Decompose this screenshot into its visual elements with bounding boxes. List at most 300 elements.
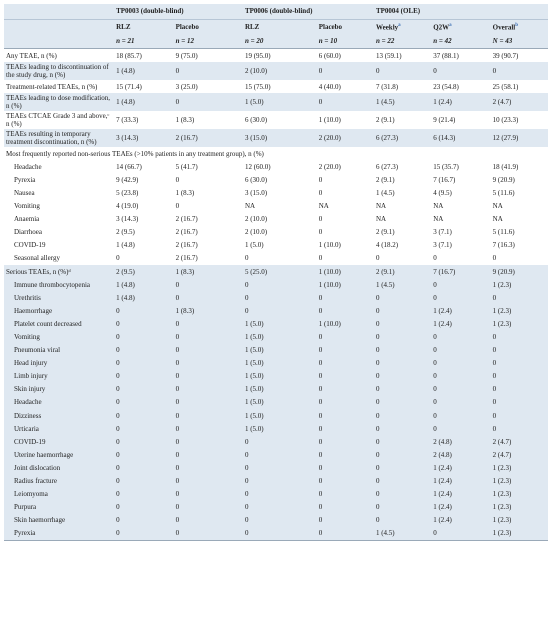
table-row	[4, 265, 548, 278]
cell-value: 0	[433, 254, 437, 263]
cell-value: 0	[374, 514, 431, 527]
row-label: Pyrexia	[14, 175, 36, 184]
cell-value: 19 (95.0)	[244, 51, 271, 60]
cell-value: 0	[114, 448, 173, 461]
cell-value: 0	[243, 461, 317, 474]
sample-size-3: n = 10	[317, 34, 374, 49]
cell-value: 0	[174, 409, 243, 422]
cell-value: 0	[491, 383, 548, 396]
row-label: Pyrexia	[4, 527, 114, 541]
cell-value: 0	[374, 357, 431, 370]
table-row	[4, 213, 548, 226]
cell-value: 0	[317, 357, 374, 370]
cell-value: 0	[174, 527, 243, 541]
cell-value: 0	[317, 93, 374, 111]
table-body	[4, 49, 548, 541]
cell-value: 0	[431, 344, 490, 357]
table-row	[4, 147, 548, 160]
table-row	[4, 422, 548, 435]
column-header-label: Overall	[492, 23, 516, 32]
row-label: Urethritis	[4, 291, 114, 304]
cell-value: 0	[243, 448, 317, 461]
table-row	[4, 173, 548, 186]
cell-value: 2 (16.7)	[175, 241, 198, 250]
header-corner-3	[4, 34, 114, 49]
cell-value: 18 (41.9)	[492, 162, 519, 171]
cell-value: 0	[431, 396, 490, 409]
cell-value: 0	[374, 344, 431, 357]
cell-value: 2 (16.7)	[175, 228, 198, 237]
cell-value: 0	[116, 254, 120, 263]
cell-value: 0	[317, 291, 374, 304]
cell-value: 5 (41.7)	[175, 162, 198, 171]
group-header-tp0004: TP0004 (OLE)	[374, 4, 548, 20]
cell-value: 0	[243, 304, 317, 317]
cell-value: 23 (54.8)	[433, 82, 459, 91]
cell-value: 3 (25.0)	[175, 82, 198, 91]
cell-value: 0	[491, 331, 548, 344]
table-row	[4, 475, 548, 488]
cell-value: 13 (59.1)	[375, 51, 402, 60]
header-corner	[4, 4, 114, 20]
group-header-tp0003: TP0003 (double-blind)	[114, 4, 243, 20]
row-label: Vomiting	[14, 202, 40, 211]
cell-value: 0	[114, 317, 173, 330]
cell-value: 1 (2.3)	[491, 461, 548, 474]
table-row	[4, 252, 548, 265]
column-header-label: RLZ	[116, 22, 131, 31]
row-label: TEAEs leading to discontinuation of the study drug, n (%)	[4, 62, 114, 80]
cell-value: 0	[374, 409, 431, 422]
cell-value: 0	[374, 501, 431, 514]
cell-value: 1 (5.0)	[244, 241, 264, 250]
cell-value: 3 (7.1)	[433, 228, 452, 237]
cell-value: 0	[317, 461, 374, 474]
table-header	[4, 4, 548, 49]
cell-value: 14 (66.7)	[116, 162, 142, 171]
table-row	[4, 304, 548, 317]
cell-value: 6 (27.3)	[375, 162, 399, 171]
table-row	[4, 200, 548, 213]
cell-value: 0	[114, 422, 173, 435]
cell-value: 0	[114, 396, 173, 409]
table-row	[4, 370, 548, 383]
cell-value: 0	[114, 344, 173, 357]
row-label: Leiomyoma	[4, 488, 114, 501]
cell-value: 0	[244, 254, 249, 263]
cell-value: 0	[174, 93, 243, 111]
cell-value: 0	[114, 331, 173, 344]
cell-value: 1 (4.8)	[114, 291, 173, 304]
table-row	[4, 435, 548, 448]
column-header-3	[317, 20, 374, 35]
cell-value: 0	[492, 254, 497, 263]
table-row	[4, 111, 548, 129]
column-header-6	[491, 20, 548, 35]
cell-value: 15 (75.0)	[244, 82, 271, 91]
cell-value: 15 (71.4)	[116, 82, 142, 91]
cell-value: 10 (23.3)	[492, 116, 519, 125]
cell-value: 2 (4.7)	[491, 93, 548, 111]
row-label: Pneumonia viral	[4, 344, 114, 357]
cell-value: 6 (60.0)	[318, 51, 341, 60]
row-label: Headache	[4, 396, 114, 409]
cell-value: 0	[114, 370, 173, 383]
row-label: Radius fracture	[4, 475, 114, 488]
table-row	[4, 186, 548, 199]
sample-size-1: n = 12	[174, 34, 243, 49]
cell-value: 0	[374, 304, 431, 317]
teae-table	[4, 4, 548, 541]
cell-value: 0	[174, 383, 243, 396]
cell-value: 1 (2.4)	[431, 93, 490, 111]
cell-value: 0	[374, 448, 431, 461]
cell-value: 18 (85.7)	[116, 51, 142, 60]
header-corner-2	[4, 20, 114, 35]
cell-value: 2 (9.1)	[375, 116, 395, 125]
cell-value: 9 (20.9)	[492, 175, 515, 184]
cell-value: 0	[491, 344, 548, 357]
cell-value: 2 (16.7)	[175, 254, 198, 263]
row-label: Vomiting	[4, 331, 114, 344]
cell-value: 2 (9.5)	[116, 228, 135, 237]
cell-value: 5 (25.0)	[243, 265, 317, 278]
cell-value: 2 (20.0)	[318, 162, 341, 171]
row-label: Treatment-related TEAEs, n (%)	[6, 82, 98, 91]
cell-value: 0	[431, 370, 490, 383]
cell-value: 1 (2.4)	[431, 304, 490, 317]
row-label: TEAEs leading to dose modification, n (%)	[4, 93, 114, 111]
table-row	[4, 357, 548, 370]
cell-value: NA	[244, 202, 256, 211]
cell-value: 0	[374, 488, 431, 501]
cell-value: 1 (8.3)	[175, 116, 195, 125]
cell-value: 0	[491, 291, 548, 304]
table-row	[4, 501, 548, 514]
cell-value: 0	[114, 501, 173, 514]
cell-value: 1 (10.0)	[317, 278, 374, 291]
cell-value: 4 (9.5)	[433, 188, 452, 197]
cell-value: 0	[318, 188, 323, 197]
cell-value: 6 (27.3)	[374, 129, 431, 147]
cell-value: 0	[317, 527, 374, 541]
cell-value: 0	[318, 228, 323, 237]
row-label: Haemorrhage	[4, 304, 114, 317]
cell-value: 0	[114, 409, 173, 422]
sample-size-0: n = 21	[114, 34, 173, 49]
cell-value: 1 (2.3)	[491, 527, 548, 541]
sample-size-2: n = 20	[243, 34, 317, 49]
cell-value: 1 (4.5)	[374, 278, 431, 291]
cell-value: 2 (10.0)	[244, 228, 268, 237]
cell-value: 0	[174, 62, 243, 80]
cell-value: 0	[491, 370, 548, 383]
cell-value: NA	[492, 202, 503, 211]
cell-value: 1 (5.0)	[243, 317, 317, 330]
cell-value: 1 (5.0)	[243, 383, 317, 396]
table-row	[4, 278, 548, 291]
cell-value: 0	[243, 278, 317, 291]
cell-value: 2 (4.8)	[431, 448, 490, 461]
row-label: Uterine haemorrhage	[4, 448, 114, 461]
column-header-1	[174, 20, 243, 35]
row-label: Head injury	[4, 357, 114, 370]
cell-value: 1 (5.0)	[243, 396, 317, 409]
cell-value: 0	[243, 501, 317, 514]
cell-value: 25 (58.1)	[492, 82, 519, 91]
cell-value: NA	[433, 215, 444, 224]
cell-value: 7 (31.8)	[375, 82, 399, 91]
cell-value: 0	[114, 435, 173, 448]
column-header-label: RLZ	[244, 22, 260, 31]
cell-value: 6 (30.0)	[244, 175, 268, 184]
cell-value: 1 (8.3)	[174, 304, 243, 317]
cell-value: 0	[317, 331, 374, 344]
cell-value: 0	[174, 357, 243, 370]
cell-value: 0	[491, 357, 548, 370]
cell-value: 5 (11.6)	[492, 188, 515, 197]
column-header-0	[114, 20, 173, 35]
cell-value: 0	[431, 409, 490, 422]
table-row	[4, 62, 548, 80]
cell-value: 0	[243, 514, 317, 527]
table-row	[4, 93, 548, 111]
cell-value: 0	[317, 475, 374, 488]
cell-value: 1 (2.4)	[431, 514, 490, 527]
cell-value: 7 (16.7)	[433, 175, 456, 184]
table-row	[4, 160, 548, 173]
cell-value: NA	[318, 202, 329, 211]
cell-value: 0	[114, 488, 173, 501]
cell-value: 9 (21.4)	[433, 116, 456, 125]
cell-value: 1 (5.0)	[243, 422, 317, 435]
table-row	[4, 448, 548, 461]
table-row	[4, 396, 548, 409]
cell-value: 2 (20.0)	[317, 129, 374, 147]
column-header-label: Weekly	[375, 23, 399, 32]
cell-value: 1 (5.0)	[243, 409, 317, 422]
table-row	[4, 527, 548, 541]
cell-value: 0	[317, 383, 374, 396]
cell-value: 0	[174, 514, 243, 527]
row-label: TEAEs resulting in temporary treatment discontinuation, n (%)	[4, 129, 114, 147]
cell-value: 2 (10.0)	[243, 62, 317, 80]
cell-value: 2 (9.5)	[114, 265, 173, 278]
cell-value: 0	[243, 488, 317, 501]
row-label: Headache	[14, 162, 42, 171]
cell-value: 1 (4.5)	[374, 93, 431, 111]
cell-value: 0	[243, 291, 317, 304]
column-header-2	[243, 20, 317, 35]
cell-value: 7 (16.3)	[492, 241, 515, 250]
cell-value: 0	[317, 422, 374, 435]
cell-value: 6 (30.0)	[244, 116, 268, 125]
cell-value: 1 (2.3)	[491, 317, 548, 330]
cell-value: 0	[174, 331, 243, 344]
cell-value: 0	[174, 501, 243, 514]
table-row	[4, 383, 548, 396]
cell-value: 0	[174, 488, 243, 501]
cell-value: 1 (2.4)	[431, 461, 490, 474]
cell-value: 2 (16.7)	[174, 129, 243, 147]
cell-value: 12 (27.9)	[491, 129, 548, 147]
cell-value: 0	[174, 344, 243, 357]
cell-value: 9 (20.9)	[491, 265, 548, 278]
table-row	[4, 239, 548, 252]
cell-value: 1 (5.0)	[243, 331, 317, 344]
row-label: Dizziness	[4, 409, 114, 422]
cell-value: 3 (15.0)	[243, 129, 317, 147]
cell-value: 0	[317, 488, 374, 501]
cell-value: 0	[114, 514, 173, 527]
column-header-label: Q2W	[433, 23, 450, 32]
row-label: COVID-19	[4, 435, 114, 448]
cell-value: 0	[317, 396, 374, 409]
cell-value: 0	[174, 475, 243, 488]
cell-value: 1 (2.4)	[431, 317, 490, 330]
table-row	[4, 226, 548, 239]
table-row	[4, 409, 548, 422]
cell-value: 0	[114, 527, 173, 541]
sample-size-6: N = 43	[491, 34, 548, 49]
cell-value: 1 (8.3)	[175, 188, 195, 197]
cell-value: 0	[374, 461, 431, 474]
cell-value: 1 (5.0)	[243, 344, 317, 357]
row-label: Serious TEAEs, n (%)ᵈ	[4, 265, 114, 278]
cell-value: 39 (90.7)	[492, 51, 519, 60]
row-label: TEAEs CTCAE Grade 3 and above,ᶜ n (%)	[6, 112, 110, 129]
cell-value: 1 (10.0)	[318, 116, 341, 125]
cell-value: 2 (4.7)	[491, 448, 548, 461]
cell-value: 1 (2.3)	[491, 304, 548, 317]
cell-value: 0	[317, 514, 374, 527]
table-row	[4, 514, 548, 527]
cell-value: 0	[174, 291, 243, 304]
column-footnote-marker: b	[515, 22, 519, 28]
cell-value: 0	[431, 331, 490, 344]
cell-value: 0	[317, 448, 374, 461]
cell-value: 2 (10.0)	[244, 215, 268, 224]
cell-value: 0	[114, 304, 173, 317]
column-footnote-marker: a	[398, 22, 401, 28]
cell-value: 0	[174, 461, 243, 474]
cell-value: 2 (16.7)	[175, 215, 198, 224]
row-label: COVID-19	[14, 241, 46, 250]
cell-value: 1 (4.8)	[114, 278, 173, 291]
column-header-5	[431, 20, 490, 35]
cell-value: 0	[174, 278, 243, 291]
table-row	[4, 80, 548, 93]
cell-value: 0	[374, 475, 431, 488]
row-label: Immune thrombocytopenia	[4, 278, 114, 291]
cell-value: 1 (2.3)	[491, 488, 548, 501]
cell-value: 1 (4.5)	[374, 527, 431, 541]
cell-value: 0	[491, 62, 548, 80]
cell-value: 1 (5.0)	[243, 93, 317, 111]
cell-value: 0	[114, 357, 173, 370]
cell-value: 0	[374, 291, 431, 304]
cell-value: 0	[243, 527, 317, 541]
cell-value: 0	[317, 62, 374, 80]
cell-value: 3 (7.1)	[433, 241, 452, 250]
sample-size-5: n = 42	[431, 34, 490, 49]
cell-value: 4 (18.2)	[375, 241, 399, 250]
column-footnote-marker: a	[449, 22, 452, 28]
table-row	[4, 317, 548, 330]
cell-value: 1 (5.0)	[243, 357, 317, 370]
group-header-tp0006: TP0006 (double-blind)	[243, 4, 374, 20]
cell-value: 9 (75.0)	[175, 51, 198, 60]
cell-value: 0	[374, 331, 431, 344]
cell-value: 0	[431, 383, 490, 396]
cell-value: 0	[431, 291, 490, 304]
table-row	[4, 488, 548, 501]
row-label: Urticaria	[4, 422, 114, 435]
cell-value: 2 (4.8)	[431, 435, 490, 448]
sample-size-4: n = 22	[374, 34, 431, 49]
safety-table-figure	[0, 4, 554, 631]
column-header-label: Placebo	[318, 22, 343, 31]
row-label: Diarrhoea	[14, 228, 42, 237]
cell-value: 0	[317, 304, 374, 317]
table-row	[4, 331, 548, 344]
row-label: Skin injury	[4, 383, 114, 396]
cell-value: 2 (9.1)	[374, 265, 431, 278]
cell-value: 0	[374, 383, 431, 396]
cell-value: 1 (10.0)	[317, 317, 374, 330]
cell-value: 0	[375, 254, 380, 263]
row-label: Seasonal allergy	[14, 254, 60, 263]
row-label: Any TEAE, n (%)	[6, 51, 57, 60]
table-row	[4, 344, 548, 357]
cell-value: 6 (14.3)	[431, 129, 490, 147]
cell-value: 0	[317, 435, 374, 448]
table-row	[4, 461, 548, 474]
cell-value: 0	[174, 422, 243, 435]
cell-value: 5 (23.8)	[116, 188, 139, 197]
cell-value: 0	[175, 202, 180, 211]
cell-value: 4 (40.0)	[318, 82, 341, 91]
cell-value: 1 (2.3)	[491, 475, 548, 488]
row-label: Limb injury	[4, 370, 114, 383]
cell-value: 0	[491, 396, 548, 409]
cell-value: 0	[317, 501, 374, 514]
cell-value: 1 (2.4)	[431, 488, 490, 501]
cell-value: 37 (88.1)	[433, 51, 459, 60]
cell-value: 0	[114, 383, 173, 396]
cell-value: 0	[174, 396, 243, 409]
cell-value: 0	[317, 370, 374, 383]
cell-value: 0	[114, 461, 173, 474]
cell-value: 0	[318, 215, 323, 224]
row-label: Purpura	[4, 501, 114, 514]
cell-value: 0	[374, 317, 431, 330]
cell-value: 5 (11.6)	[492, 228, 515, 237]
cell-value: 0	[431, 422, 490, 435]
row-label: Skin haemorrhage	[4, 514, 114, 527]
cell-value: 0	[431, 278, 490, 291]
row-label: Nausea	[14, 188, 35, 197]
cell-value: 0	[317, 409, 374, 422]
cell-value: 7 (16.7)	[431, 265, 490, 278]
cell-value: 0	[318, 254, 323, 263]
cell-value: 1 (2.4)	[431, 501, 490, 514]
cell-value: 1 (2.3)	[491, 501, 548, 514]
cell-value: 0	[431, 357, 490, 370]
cell-value: 1 (2.3)	[491, 278, 548, 291]
cell-value: 1 (4.8)	[114, 62, 173, 80]
cell-value: 0	[175, 175, 180, 184]
